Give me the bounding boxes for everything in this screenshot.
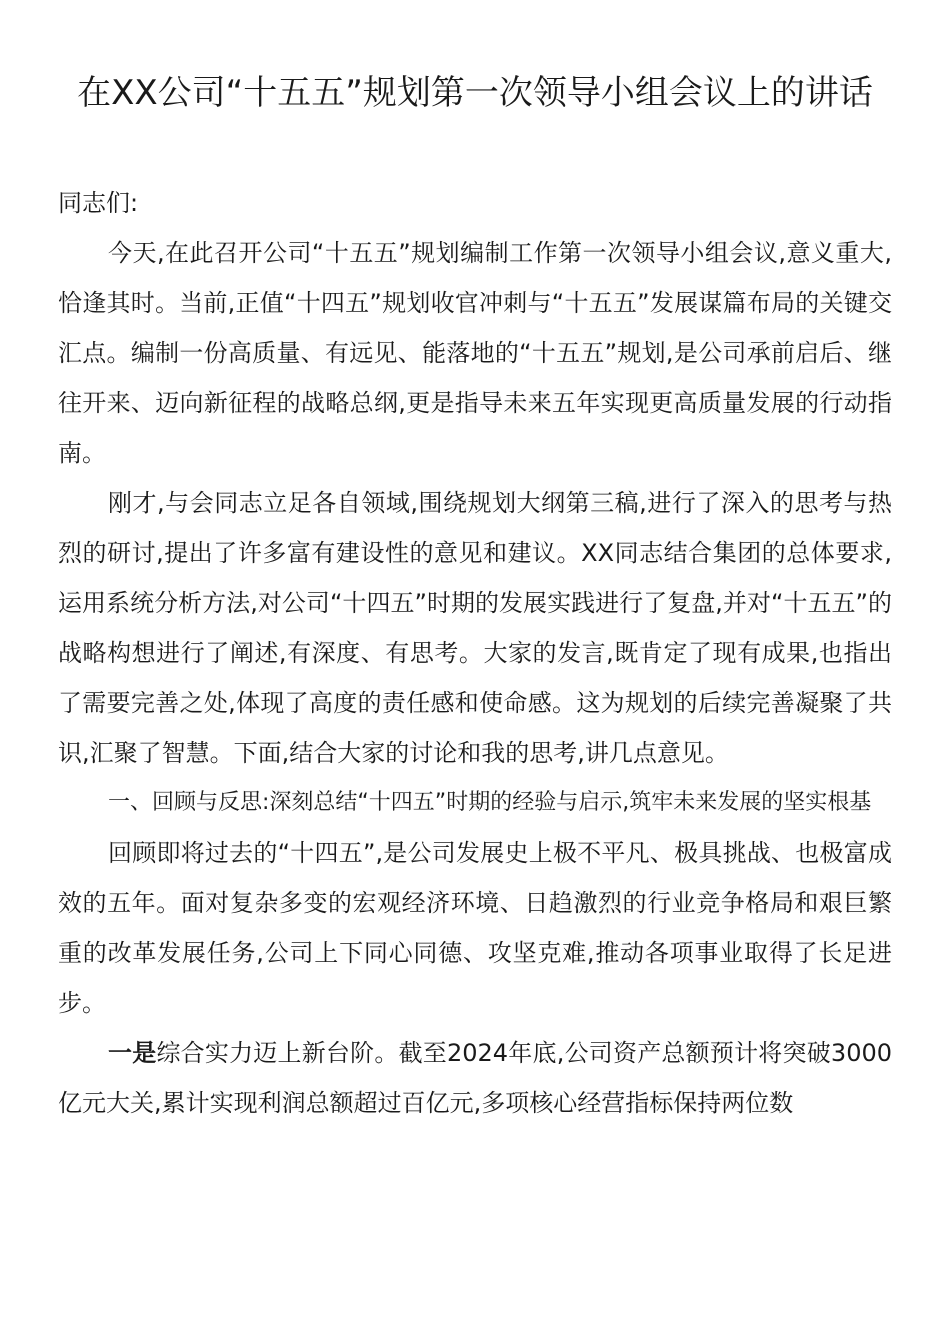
document-page — [58, 66, 892, 1128]
paragraph-discussion: 刚才,与会同志立足各自领域,围绕规划大纲第三稿,进行了深入的思考与热烈的研讨,提出了许多富有建设性的意见和建议。XX同志结合集团的总体要求,运用系统分析方法,对公司“十四五”时期的发展实践进行了复盘,并对“十五五”的战略构想进行了阐述,有深度、有思考。大家的发言,既肯定了现有成果,也指出了需要完善之处,体现了高度的责任感和使命感。这为规划的后续完善凝聚了共识,汇聚了智慧。下面,结合大家的讨论和我的思考,讲几点意见。 — [58, 489, 892, 767]
paragraph-point-one — [58, 1028, 892, 1128]
salutation: 同志们: — [58, 189, 139, 217]
paragraph-opening: 今天,在此召开公司“十五五”规划编制工作第一次领导小组会议,意义重大,恰逢其时。当前,正值“十四五”规划收官冲刺与“十五五”发展谋篇布局的关键交汇点。编制一份高质量、有远见、能落地的“十五五”规划,是公司承前启后、继往开来、迈向新征程的战略总纲,更是指导未来五年实现更高质量发展的行动指南。 — [58, 239, 892, 467]
point-one-text: 综合实力迈上新台阶。截至2024年底,公司资产总额预计将突破3000亿元大关,累计实现利润总额超过百亿元,多项核心经营指标保持两位数 — [58, 1039, 892, 1117]
section-heading: 一、回顾与反思:深刻总结“十四五”时期的经验与启示,筑牢未来发展的坚实根基 — [108, 790, 872, 815]
paragraph-review: 回顾即将过去的“十四五”,是公司发展史上极不平凡、极具挑战、也极富成效的五年。面对复杂多变的宏观经济环境、日趋激烈的行业竞争格局和艰巨繁重的改革发展任务,公司上下同心同德、攻坚克难,推动各项事业取得了长足进步。 — [58, 839, 892, 1017]
point-one-lead: 一是 — [108, 1039, 157, 1067]
document-title: 在XX公司“十五五”规划第一次领导小组会议上的讲话 — [77, 73, 873, 113]
